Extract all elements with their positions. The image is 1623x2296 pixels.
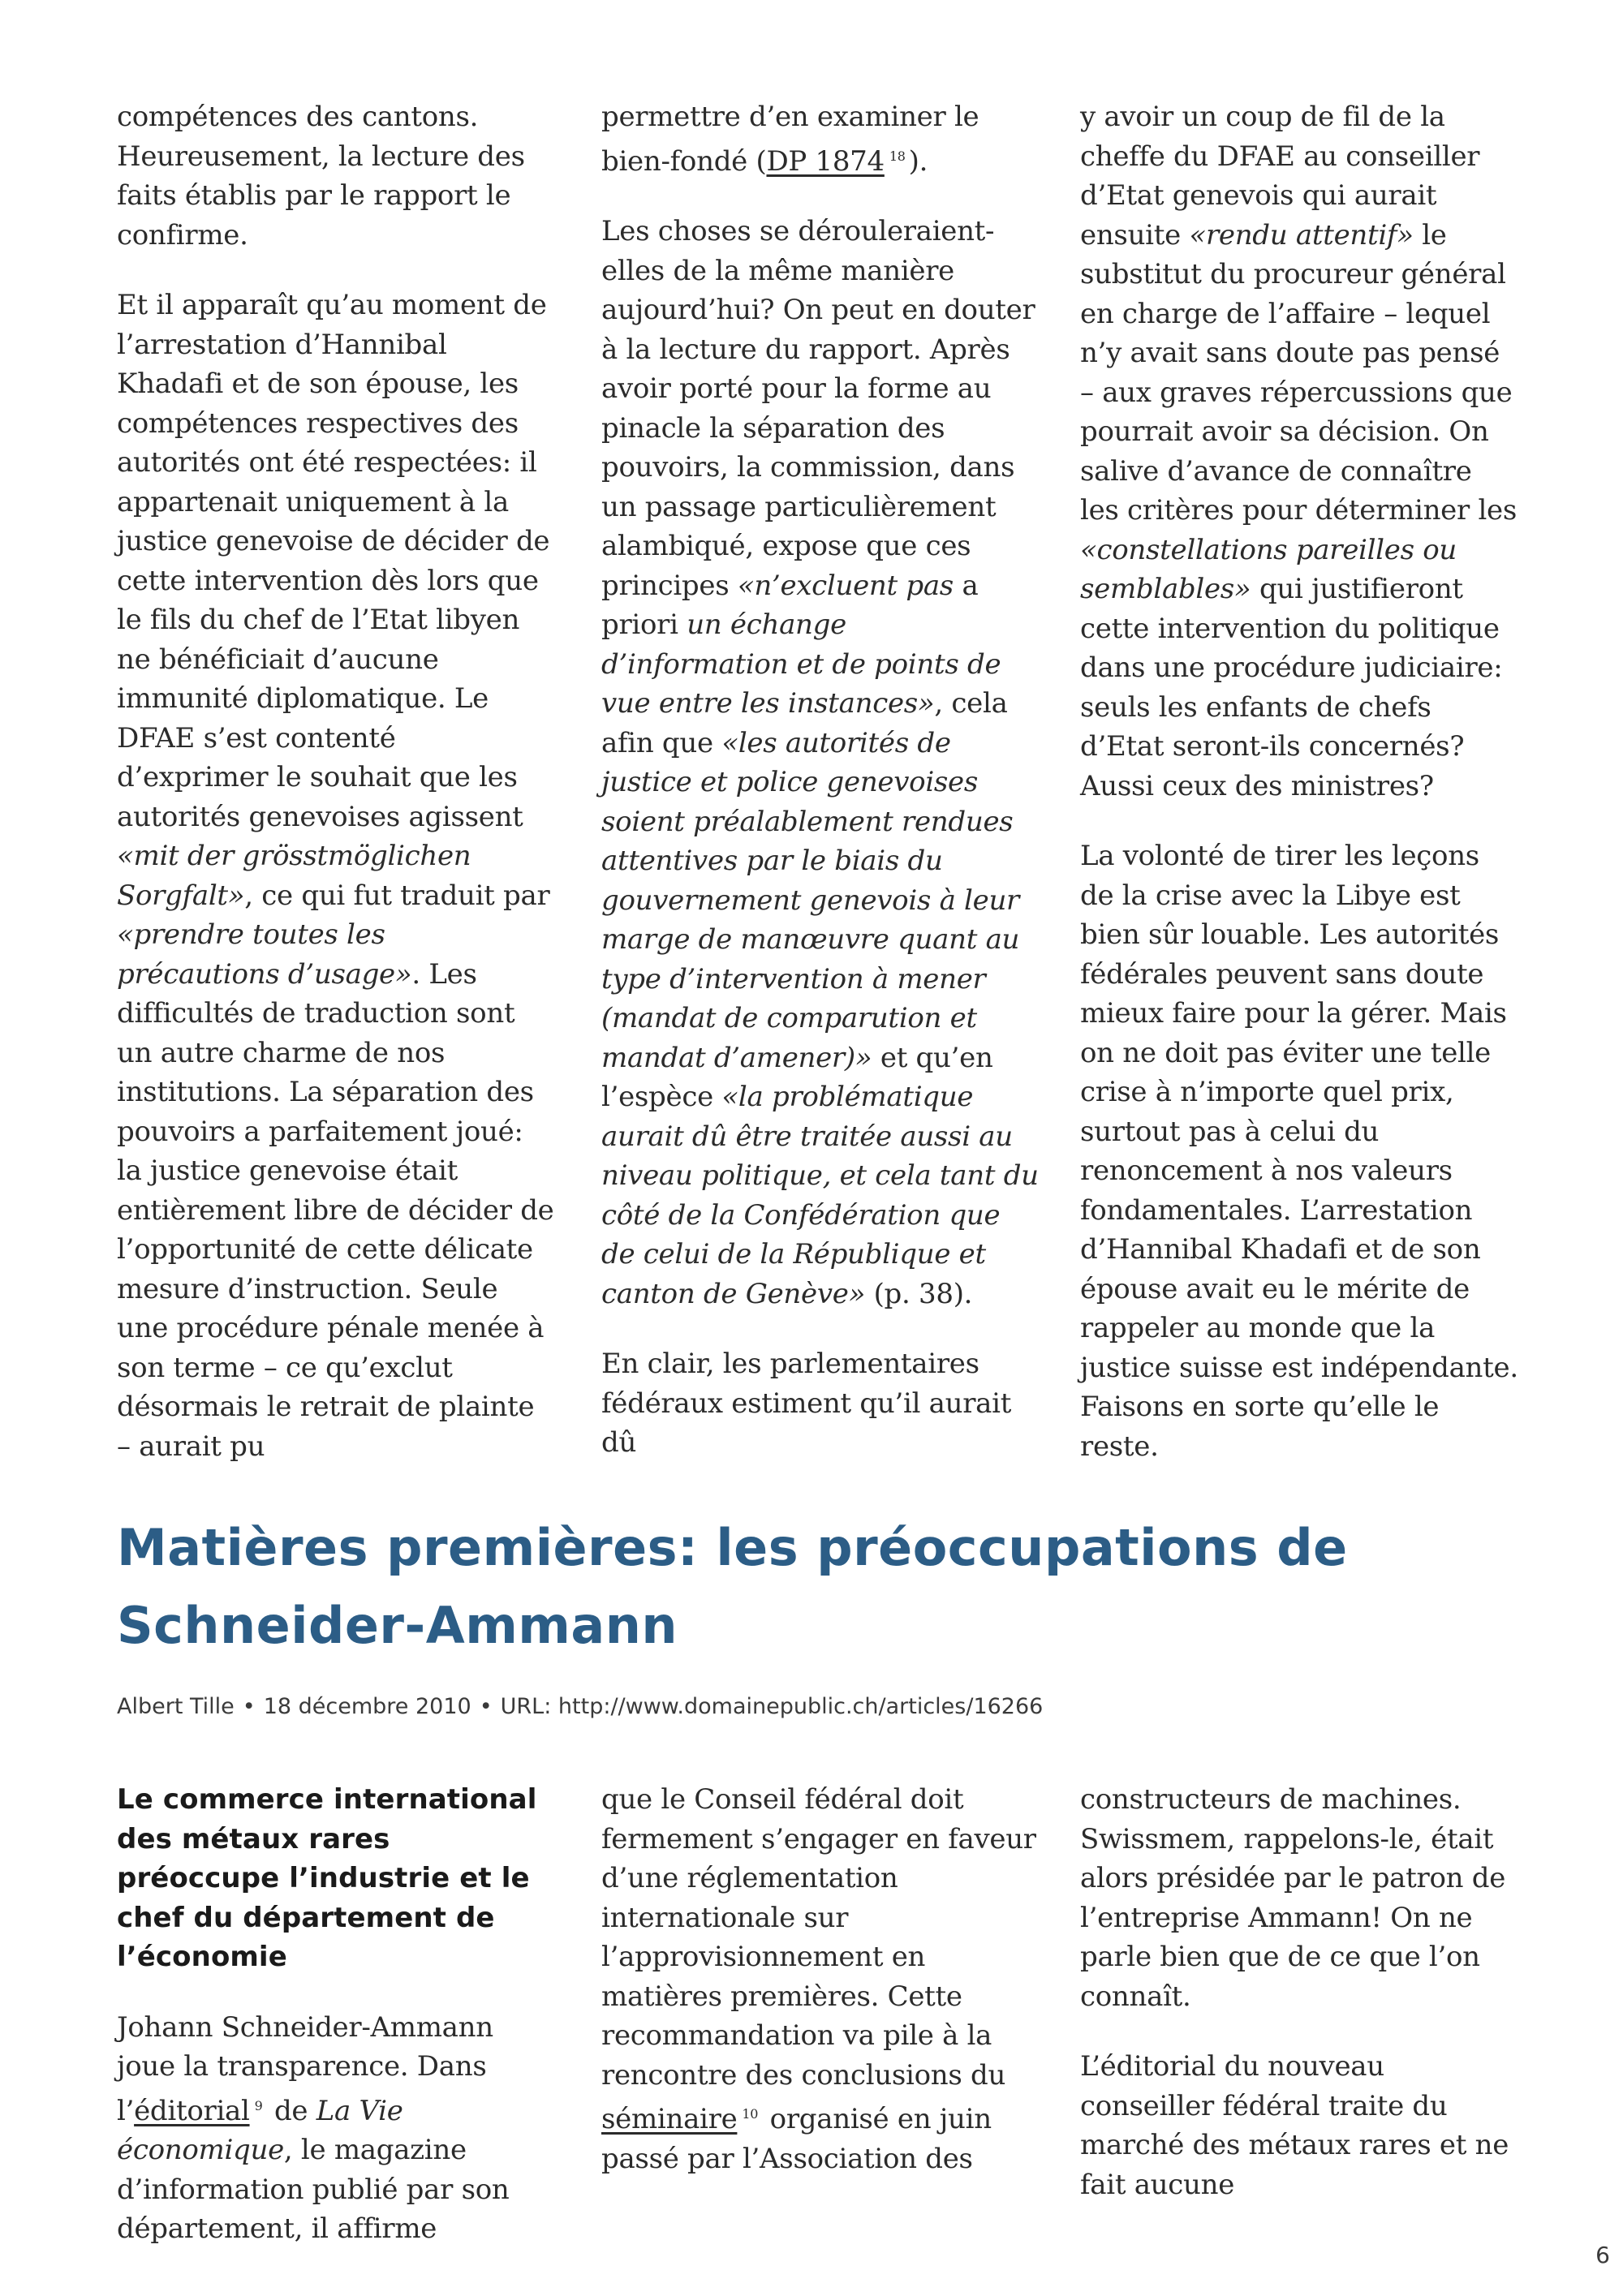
article-title: Matières premières: les préoccupations de Schneider-Ammann: [117, 1518, 1348, 1655]
footnote-ref[interactable]: 18: [889, 148, 906, 164]
article-column-1: [117, 1780, 555, 2249]
paragraph: constructeurs de machines. Swissmem, rappelons-le, était alors présidée par le patron de l’entreprise Ammann! On ne parle bien que de ce que l’on connaît.: [1080, 1783, 1506, 2013]
paragraph: compétences des cantons. Heureusement, la lecture des faits établis par le rapport le confirme.: [117, 101, 525, 252]
seminaire-link[interactable]: séminaire: [601, 2103, 738, 2135]
prev-article-column-2: [601, 97, 1040, 1463]
paragraph: permettre d’en examiner le bien-fondé (DP 1874 $^{18}$ ).: [601, 101, 979, 178]
prev-article-column-3: [1080, 97, 1518, 1466]
paragraph: L’éditorial du nouveau conseiller fédéral traite du marché des métaux rares et ne fait aucune: [1080, 2050, 1509, 2201]
footnote-ref[interactable]: 9: [254, 2097, 263, 2113]
footnote-ref[interactable]: 10: [742, 2106, 759, 2122]
prev-article-column-1: [117, 97, 555, 1466]
article-column-2: [601, 1780, 1040, 2178]
paragraph: que le Conseil fédéral doit fermement s’engager en faveur d’une réglementation internationale sur l’approvisionnement en matières premières. Cette recommandation va pile à la rencontre des conclusions du séminaire $^{10}$ organisé en juin passé par l’Association des: [601, 1783, 1036, 2175]
paragraph: y avoir un coup de fil de la cheffe du DFAE au conseiller d’Etat genevois qui aurait ensuite «rendu attentif» le substitut du procureur général en charge de l’affaire – lequel n’y avait sans doute pas pensé – aux graves répercussions que pourrait avoir sa décision. On salive d’avance de connaître les critères pour déterminer les «constellations pareilles ou semblables» qui justifieront cette intervention du politique dans une procédure judiciaire: seuls les enfants de chefs d’Etat seront-ils concernés? Aussi ceux des ministres?: [1080, 101, 1517, 802]
dp-1874-link[interactable]: DP 1874: [766, 144, 885, 178]
article-byline: Albert Tille • 18 décembre 2010 • URL: http://www.domainepublic.ch/articles/16266: [117, 1694, 1044, 1719]
article-url[interactable]: http://www.domainepublic.ch/articles/16266: [558, 1694, 1044, 1719]
page-number: 6: [1595, 2242, 1610, 2268]
date: 18 décembre 2010: [263, 1694, 471, 1719]
paragraph: Les choses se dérouleraient-elles de la même manière aujourd’hui? On peut en douter à la lecture du rapport. Après avoir porté pour la forme au pinacle la séparation des pouvoirs, la commission, dans un passage particulièrement alambiqué, expose que ces principes «n’excluent pas a priori un échange d’information et de points de vue entre les instances», cela afin que «les autorités de justice et police genevoises soient préalablement rendues attentives par le biais du gouvernement genevois à leur marge de manœuvre quant au type d’intervention à mener (mandat de comparution et mandat d’amener)» et qu’en l’espèce «la problématique aurait dû être traitée aussi au niveau politique, et cela tant du côté de la Confédération que de celui de la République et canton de Genève» (p. 38).: [601, 215, 1039, 1310]
author: Albert Tille: [117, 1694, 235, 1719]
editorial-link[interactable]: éditorial: [134, 2094, 250, 2127]
paragraph: En clair, les parlementaires fédéraux estiment qu’il aurait dû: [601, 1348, 1012, 1459]
url-label: URL:: [500, 1694, 552, 1719]
article-lead: Le commerce international des métaux rares préoccupe l’industrie et le chef du département de l’économie: [117, 1783, 537, 1973]
article-column-3: [1080, 1780, 1518, 2204]
paragraph: Et il apparaît qu’au moment de l’arrestation d’Hannibal Khadafi et de son épouse, les compétences respectives des autorités ont été respectées: il appartenait uniquement à la justice genevoise de décider de cette intervention dès lors que le fils du chef de l’Etat libyen ne bénéficiait d’aucune immunité diplomatique. Le DFAE s’est contenté d’exprimer le souhait que les autorités genevoises agissent «mit der grösstmöglichen Sorgfalt», ce qui fut traduit par «prendre toutes les précautions d’usage». Les difficultés de traduction sont un autre charme de nos institutions. La séparation des pouvoirs a parfaitement joué: la justice genevoise était entièrement libre de décider de l’opportunité de cette délicate mesure d’instruction. Seule une procédure pénale menée à son terme – ce qu’exclut désormais le retrait de plainte – aurait pu: [117, 289, 554, 1463]
paragraph: Johann Schneider-Ammann joue la transparence. Dans l’éditorial $^9$ de La Vie économique, le magazine d’information publié par son département, il affirme: [117, 2010, 510, 2245]
paragraph: La volonté de tirer les leçons de la crise avec la Libye est bien sûr louable. Les autorités fédérales peuvent sans doute mieux faire pour la gérer. Mais on ne doit pas éviter une telle crise à n’importe quel prix, surtout pas à celui du renoncement à nos valeurs fondamentales. L’arrestation d’Hannibal Khadafi et de son épouse avait eu le mérite de rappeler au monde que la justice suisse est indépendante. Faisons en sorte qu’elle le reste.: [1080, 840, 1518, 1463]
